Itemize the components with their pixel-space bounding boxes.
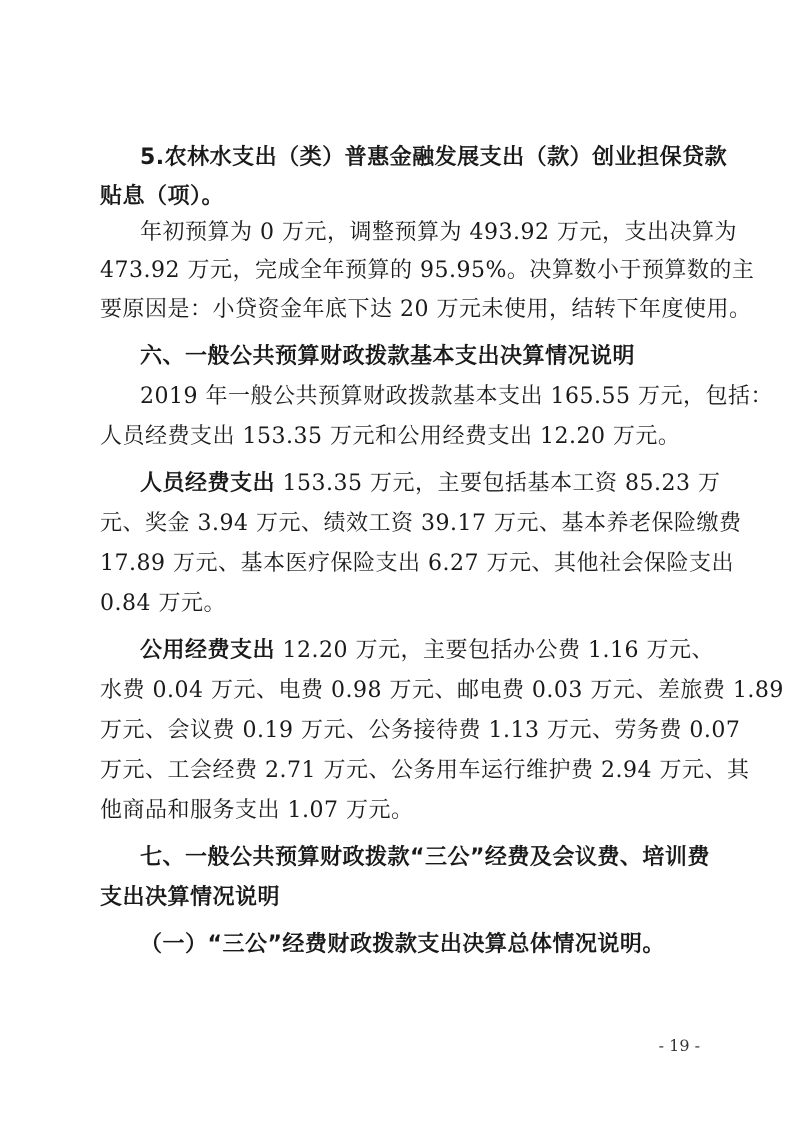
- section5-para-line3: 要原因是：小贷资金年底下达 20 万元未使用，结转下年度使用。: [100, 297, 752, 322]
- personnel-line4: 0.84 万元。: [100, 591, 226, 616]
- section6-para-line2: 人员经费支出 153.35 万元和公用经费支出 12.20 万元。: [100, 424, 681, 449]
- public-line3: 万元、会议费 0.19 万元、公务接待费 1.13 万元、劳务费 0.07: [100, 718, 741, 743]
- section7-heading-line1: 七、一般公共预算财政拨款“三公”经费及会议费、培训费: [140, 845, 710, 870]
- section6-heading: 六、一般公共预算财政拨款基本支出决算情况说明: [140, 344, 636, 369]
- section5-para-line1: 年初预算为 0 万元，调整预算为 493.92 万元，支出决算为: [140, 220, 737, 245]
- public-line1: [140, 636, 714, 666]
- public-line2: 水费 0.04 万元、电费 0.98 万元、邮电费 0.03 万元、差旅费 1.89: [100, 678, 784, 703]
- section7-sub-heading: （一）“三公”经费财政拨款支出决算总体情况说明。: [140, 932, 665, 957]
- personnel-label: 人员经费支出: [140, 471, 276, 496]
- page-number: - 19 -: [658, 1036, 700, 1055]
- section5-heading-line1: 5.农林水支出（类）普惠金融发展支出（款）创业担保贷款: [140, 145, 728, 170]
- section6-para-line1: 2019 年一般公共预算财政拨款基本支出 165.55 万元，包括：: [140, 384, 773, 409]
- personnel-line2: 元、奖金 3.94 万元、绩效工资 39.17 万元、基本养老保险缴费: [100, 511, 742, 536]
- public-line5: 他商品和服务支出 1.07 万元。: [100, 798, 414, 823]
- section5-heading-line2: 贴息（项）。: [100, 184, 225, 209]
- section5-para-line2: 473.92 万元，完成全年预算的 95.95%。决算数小于预算数的主: [100, 258, 755, 283]
- section7-heading-line2: 支出决算情况说明: [100, 885, 281, 910]
- personnel-line1-text: 153.35 万元，主要包括基本工资 85.23 万: [275, 471, 721, 496]
- public-line4: 万元、工会经费 2.71 万元、公务用车运行维护费 2.94 万元、其: [100, 758, 750, 783]
- public-label: 公用经费支出: [140, 638, 276, 663]
- personnel-line1: [140, 469, 721, 499]
- personnel-line3: 17.89 万元、基本医疗保险支出 6.27 万元、其他社会保险支出: [100, 551, 734, 576]
- public-line1-text: 12.20 万元，主要包括办公费 1.16 万元、: [275, 638, 714, 663]
